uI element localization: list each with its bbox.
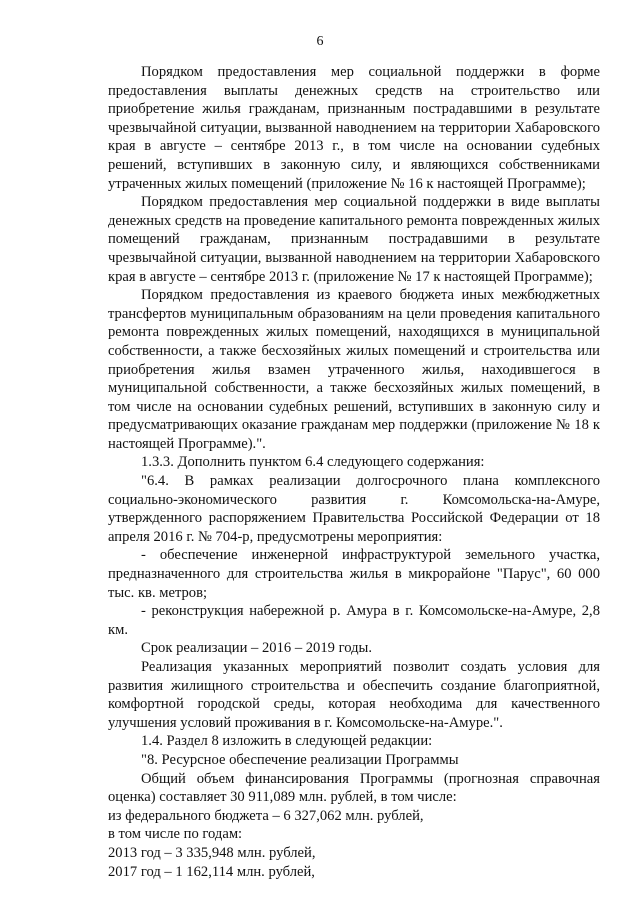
- paragraph-clause-1-3-3: 1.3.3. Дополнить пунктом 6.4 следующего содержания:: [141, 454, 485, 471]
- document-body: [108, 63, 600, 881]
- list-item-infrastructure: - обеспечение инженерной инфраструктурой земельного участка, предназначенного для строительства жилья в микрорайоне "Парус", 60 000 тыс. кв. метров;: [108, 547, 600, 601]
- paragraph-implementation-period: Срок реализации – 2016 – 2019 годы.: [141, 640, 372, 657]
- paragraph-procedure-17: Порядком предоставления мер социальной поддержки в виде выплаты денежных средств на проведение капитального ремонта поврежденных жилых помещений гражданам, признанным пострадавшими в результате чрезвычайной ситуации, вызванной наводнением на территории Хабаровского края в августе – сентябре 2013 г. (приложение № 17 к настоящей Программе);: [108, 194, 600, 285]
- section-heading-8: "8. Ресурсное обеспечение реализации Программы: [141, 751, 459, 768]
- funding-year-2013: 2013 год – 3 335,948 млн. рублей,: [108, 844, 316, 861]
- page-number: 6: [316, 34, 324, 49]
- paragraph-procedure-16: Порядком предоставления мер социальной поддержки в форме предоставления выплаты денежных средств на строительство или приобретение жилья гражданам, признанным пострадавшими в результате чрезвычайной ситуации, вызванной наводнением на территории Хабаровского края в августе – сентябре 2013 г., в том числе на основании судебных решений, вступивших в законную силу, и являющихся собственниками утраченных жилых помещений (приложение № 16 к настоящей Программе);: [108, 64, 600, 192]
- funding-federal-budget: из федерального бюджета – 6 327,062 млн. рублей,: [108, 807, 424, 824]
- paragraph-implementation-result: Реализация указанных мероприятий позволит создать условия для развития жилищного строительства и обеспечить создание благоприятной, комфортной городской среды, которая необходима для качественного улучшения условий проживания в г. Комсомольске-на-Амуре.".: [108, 659, 600, 731]
- list-item-embankment: - реконструкция набережной р. Амура в г. Комсомольске-на-Амуре, 2,8 км.: [108, 603, 600, 638]
- paragraph-total-funding: Общий объем финансирования Программы (прогнозная справочная оценка) составляет 30 911,089 млн. рублей, в том числе:: [108, 770, 600, 806]
- paragraph-procedure-18: Порядком предоставления из краевого бюджета иных межбюджетных трансфертов муниципальным образованиям на цели проведения капитального ремонта поврежденных жилых помещений, находящихся в муниципальной собственности, а также бесхозяйных жилых помещений и строительства или приобретения жилья взамен утраченного жилья, находившегося в муниципальной собственности, а также бесхозяйных жилых помещений, в том числе на основании судебных решений, вступивших в законную силу и предусматривающих оказание гражданам мер поддержки (приложение № 18 к настоящей Программе).".: [108, 287, 600, 452]
- funding-by-years-label: в том числе по годам:: [108, 826, 243, 843]
- paragraph-clause-6-4: "6.4. В рамках реализации долгосрочного плана комплексного социально-экономического развития г. Комсомольска-на-Амуре, утвержденного распоряжением Правительства Российской Федерации от 18 апреля 2016 г. № 704-р, предусмотрены мероприятия:: [108, 473, 600, 545]
- funding-year-2017: 2017 год – 1 162,114 млн. рублей,: [108, 863, 315, 880]
- paragraph-clause-1-4: 1.4. Раздел 8 изложить в следующей редакции:: [141, 733, 433, 750]
